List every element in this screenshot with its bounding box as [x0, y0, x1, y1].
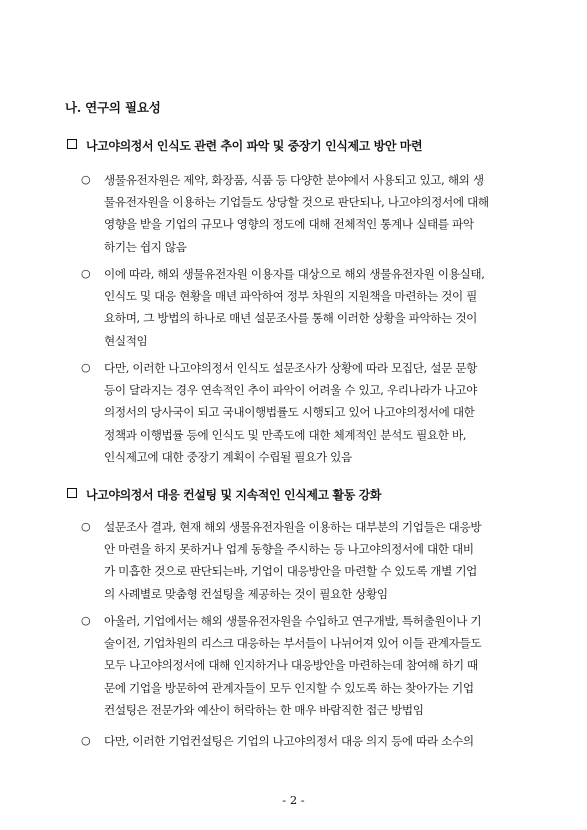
bullet-circle-icon: ○: [81, 520, 91, 533]
paragraph-line: 모두 나고야의정서에 대해 인지하거나 대응방안을 마련하는데 참여해 하기 때: [104, 658, 478, 673]
paragraph-line: 의정서의 당사국이 되고 국내이행법률도 시행되고 있어 나고야의정서에 대한: [104, 405, 475, 420]
paragraph-line: 다만, 이러한 나고야의정서 인식도 설문조사가 상황에 따라 모집단, 설문 문항: [104, 361, 478, 375]
paragraph-line: 설문조사 결과, 현재 해외 생물유전자원을 이용하는 대부분의 기업들은 대응방: [104, 520, 482, 534]
paragraph-line: 요하며, 그 방법의 하나로 매년 설문조사를 통해 이러한 상황을 파악하는 것이: [104, 311, 478, 326]
paragraph-1-1: [81, 169, 531, 258]
paragraph-line: 생물유전자원은 제약, 화장품, 식품 등 다양한 분야에서 사용되고 있고, 해외 생: [104, 173, 484, 187]
bullet-circle-icon: ○: [81, 734, 91, 747]
paragraph-line: 등이 달라지는 경우 연속적인 추이 파악이 어려울 수 있고, 우리나라가 나고야: [104, 383, 478, 398]
bullet-circle-icon: ○: [81, 173, 91, 186]
bullet-circle-icon: ○: [81, 267, 91, 280]
subsection-title-1: [65, 137, 422, 154]
paragraph-line: 이에 따라, 해외 생물유전자원 이용자를 대상으로 해외 생물유전자원 이용실태,: [104, 267, 485, 281]
paragraph-line: 아울러, 기업에서는 해외 생물유전자원을 수입하고 연구개발, 특허출원이나 기: [104, 614, 482, 628]
paragraph-line: 인식도 및 대응 현황을 매년 파악하여 정부 차원의 지원책을 마련하는 것이 필: [104, 289, 478, 304]
paragraph-line: 안 마련을 하지 못하거나 업계 동향을 주시하는 등 나고야의정서에 대한 대비: [104, 542, 474, 557]
checkbox-square-icon: [67, 139, 77, 149]
paragraph-line: 영향을 받을 기업의 규모나 영향의 정도에 대해 전체적인 통계나 실태를 파악: [104, 217, 474, 232]
paragraph-line: 정책과 이행법률 등에 인식도 및 만족도에 대한 체계적인 분석도 필요한 바,: [104, 427, 467, 442]
paragraph-1-3: [81, 357, 531, 468]
paragraph-1-2: [81, 263, 531, 352]
paragraph-line: 물유전자원을 이용하는 기업들도 상당할 것으로 판단되나, 나고야의정서에 대해: [104, 195, 489, 210]
section-heading: 나. 연구의 필요성: [65, 100, 161, 115]
paragraph-line: 하기는 쉽지 않음: [104, 239, 187, 254]
paragraph-line: 가 미흡한 것으로 판단되는바, 기업이 대응방안을 마련할 수 있도록 개별 기업: [104, 564, 478, 579]
subsection-title-text: 나고야의정서 인식도 관련 추이 파악 및 중장기 인식제고 방안 마련: [86, 139, 423, 153]
subsection-title-2: [65, 486, 381, 503]
subsection-title-text: 나고야의정서 대응 컨설팅 및 지속적인 인식제고 활동 강화: [86, 488, 382, 502]
paragraph-line: 의 사례별로 맞춤형 컨설팅을 제공하는 것이 필요한 상황임: [104, 586, 388, 601]
bullet-circle-icon: ○: [81, 361, 91, 374]
paragraph-2-3: [81, 730, 531, 752]
paragraph-line: 인식제고에 대한 중장기 계획이 수립될 필요가 있음: [104, 449, 352, 464]
paragraph-line: 문에 기업을 방문하여 관계자들이 모두 인지할 수 있도록 하는 찾아가는 기업: [104, 680, 474, 695]
checkbox-square-icon: [67, 488, 77, 498]
paragraph-2-2: [81, 610, 531, 721]
paragraph-line: 다만, 이러한 기업컨설팅은 기업의 나고야의정서 대응 의지 등에 따라 소수의: [104, 734, 474, 748]
paragraph-line: 현실적임: [104, 333, 148, 348]
paragraph-2-1: [81, 516, 531, 605]
bullet-circle-icon: ○: [81, 614, 91, 627]
page-number: - 2 -: [282, 793, 305, 807]
paragraph-line: 컨설팅은 전문가와 예산이 허락하는 한 매우 바람직한 접근 방법임: [104, 702, 424, 717]
paragraph-line: 술이전, 기업차원의 리스크 대응하는 부서들이 나뉘어져 있어 이들 관계자들도: [104, 636, 482, 651]
